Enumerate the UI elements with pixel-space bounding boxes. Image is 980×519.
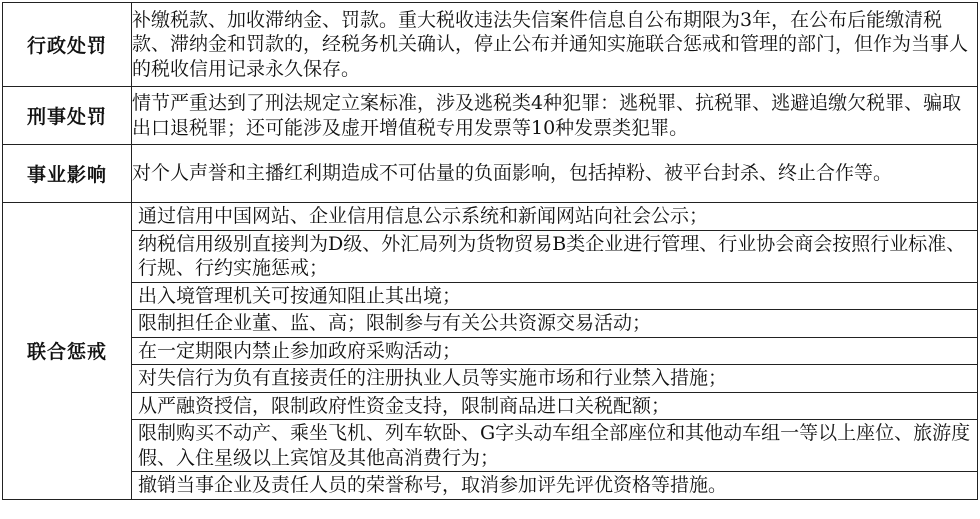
list-item: 从严融资授信，限制政府性资金支持，限制商品进口关税配额； [132, 393, 977, 421]
row-content-criminal: 情节严重达到了刑法规定立案标准，涉及逃税类4种犯罪：逃税罪、抗税罪、逃避追缴欠税罪、骗取出口退税罪；还可能涉及虚开增值税专用发票等10种发票类犯罪。 [132, 87, 978, 145]
list-item: 纳税信用级别直接判为D级、外汇局列为货物贸易B类企业进行管理、行业协会商会按照行业标准、行规、行约实施惩戒； [132, 231, 977, 283]
list-item: 通过信用中国网站、企业信用信息公示系统和新闻网站向社会公示； [132, 203, 977, 231]
table-row [3, 87, 978, 145]
list-item: 限制购买不动产、乘坐飞机、列车软卧、G字头动车组全部座位和其他动车组一等以上座位、旅游度假、入住星级以上宾馆及其他高消费行为； [132, 420, 977, 472]
list-item: 对失信行为负有直接责任的注册执业人员等实施市场和行业禁入措施； [132, 365, 977, 393]
row-content-joint-punishment [132, 203, 978, 500]
row-label-joint-punishment: 联合惩戒 [3, 203, 132, 500]
table-row [3, 3, 978, 87]
row-label-criminal: 刑事处罚 [3, 87, 132, 145]
table-row [3, 145, 978, 203]
row-label-career: 事业影响 [3, 145, 132, 203]
list-item: 在一定期限内禁止参加政府采购活动； [132, 338, 977, 366]
row-content-administrative: 补缴税款、加收滞纳金、罚款。重大税收违法失信案件信息自公布期限为3年，在公布后能缴清税款、滞纳金和罚款的，经税务机关确认，停止公布并通知实施联合惩戒和管理的部门，但作为当事人的税收信用记录永久保存。 [132, 3, 978, 87]
list-item: 撤销当事企业及责任人员的荣誉称号，取消参加评先评优资格等措施。 [138, 474, 728, 496]
list-item: 出入境管理机关可按通知阻止其出境； [132, 283, 977, 311]
list-item: 限制担任企业董、监、高；限制参与有关公共资源交易活动； [132, 310, 977, 338]
row-content-career: 对个人声誉和主播红利期造成不可估量的负面影响，包括掉粉、被平台封杀、终止合作等。 [132, 145, 978, 203]
row-label-administrative: 行政处罚 [3, 3, 132, 87]
penalty-table [2, 2, 978, 500]
table-row [3, 203, 978, 500]
